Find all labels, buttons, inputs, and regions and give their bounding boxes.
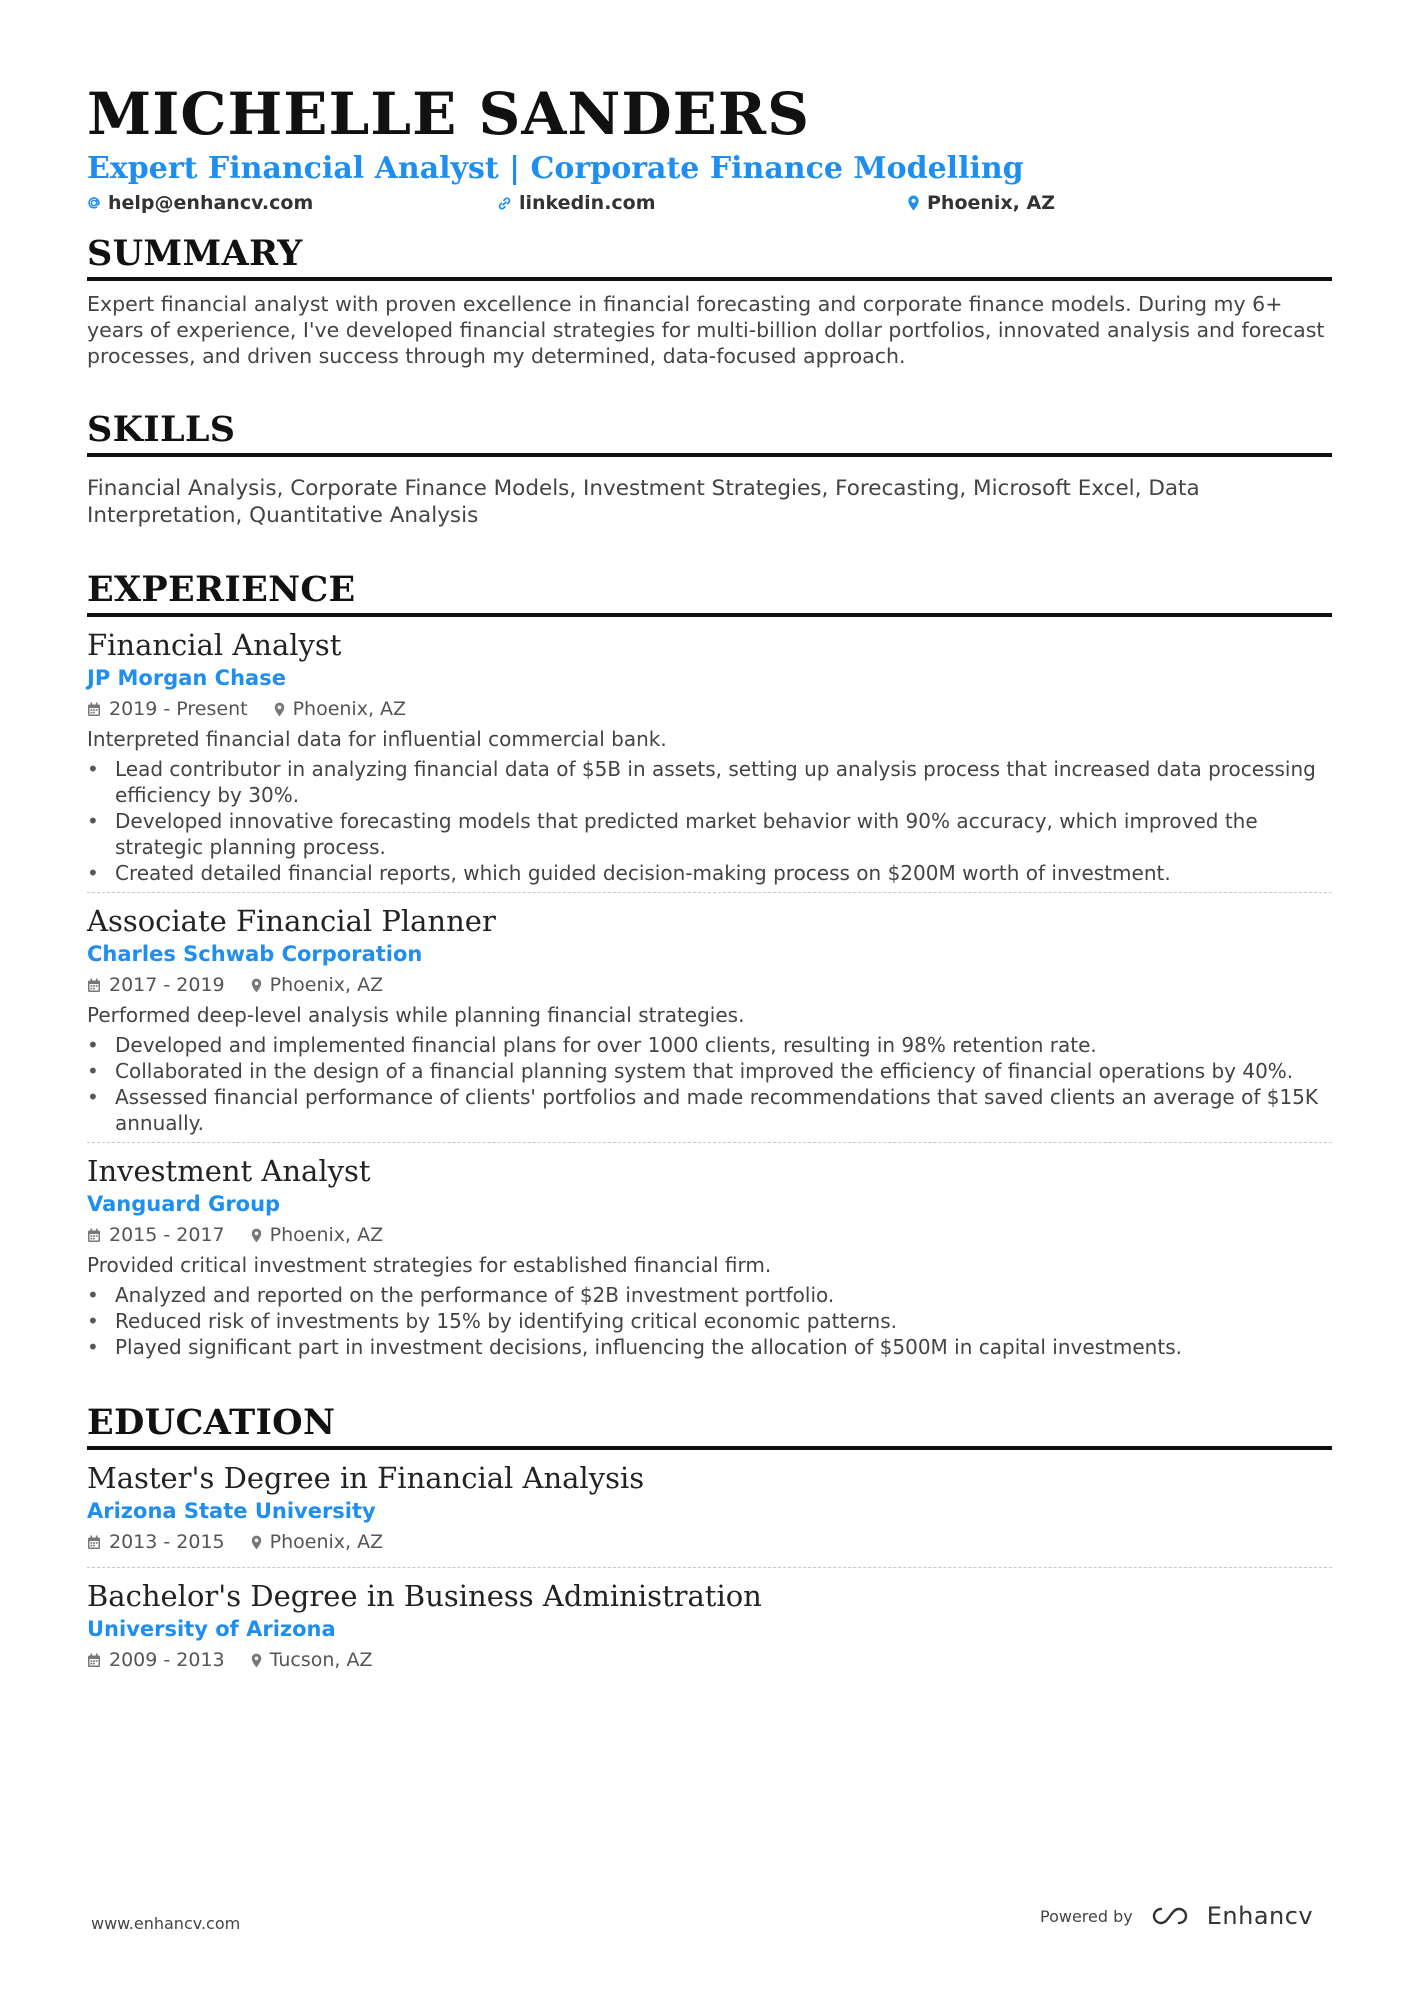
- degree-title: Bachelor's Degree in Business Administration: [87, 1579, 762, 1613]
- contact-location: [907, 192, 1055, 214]
- degree-title: Master's Degree in Financial Analysis: [87, 1461, 645, 1495]
- job-location-text: Phoenix, AZ: [269, 1224, 384, 1246]
- footer-website[interactable]: www.enhancv.com: [91, 1914, 241, 1933]
- brand-name: Enhancv: [1206, 1902, 1314, 1930]
- linkedin-text: linkedin.com: [519, 192, 656, 214]
- experience-entry: [87, 893, 1332, 1143]
- map-pin-icon: [251, 1535, 262, 1550]
- contact-row: [87, 190, 1332, 220]
- map-pin-icon: [274, 702, 285, 717]
- job-location-text: Phoenix, AZ: [269, 974, 384, 996]
- job-dates: [87, 1220, 225, 1250]
- summary-section: [87, 233, 1332, 369]
- calendar-icon: [87, 1653, 101, 1668]
- skills-text: Financial Analysis, Corporate Finance Models, Investment Strategies, Forecasting, Microsoft Excel, Data Interpretation, Quantitative Analysis: [87, 476, 1200, 528]
- experience-entry: [87, 617, 1332, 893]
- job-meta: [87, 1220, 1332, 1250]
- summary-text: Expert financial analyst with proven excellence in financial forecasting and corporate finance models. During my 6+ years of experience, I've developed financial strategies for multi-billion dollar portfolios, innovated analysis and forecast processes, and driven success through my determined, data-focused approach.: [87, 292, 1325, 368]
- candidate-name: MICHELLE SANDERS: [87, 80, 810, 148]
- education-dates-text: 2009 - 2013: [109, 1649, 225, 1671]
- job-description: Performed deep-level analysis while planning financial strategies.: [87, 1003, 745, 1027]
- map-pin-icon: [251, 1653, 262, 1668]
- job-dates: [87, 694, 248, 724]
- achievement-list: [87, 1032, 1332, 1136]
- job-meta: [87, 694, 1332, 724]
- school-name: Arizona State University: [87, 1499, 376, 1523]
- calendar-icon: [87, 1535, 101, 1550]
- contact-email[interactable]: [87, 192, 313, 214]
- education-location: [251, 1645, 373, 1675]
- achievement-item: • Played significant part in investment decisions, influencing the allocation of $500M in capital investments.: [87, 1334, 1332, 1360]
- resume-header: [87, 80, 1332, 220]
- job-description: Interpreted financial data for influential commercial bank.: [87, 727, 667, 751]
- job-title: Financial Analyst: [87, 628, 342, 662]
- company-name: JP Morgan Chase: [87, 666, 286, 690]
- map-pin-icon: [907, 195, 920, 211]
- company-name: Charles Schwab Corporation: [87, 942, 423, 966]
- achievement-list: [87, 756, 1332, 886]
- calendar-icon: [87, 702, 101, 717]
- achievement-item: • Analyzed and reported on the performance of $2B investment portfolio.: [87, 1282, 1332, 1308]
- section-title-summary: SUMMARY: [87, 233, 1332, 281]
- achievement-item: • Assessed financial performance of clients' portfolios and made recommendations that saved clients an average of $15K annually.: [87, 1084, 1332, 1136]
- achievement-item: • Developed and implemented financial plans for over 1000 clients, resulting in 98% retention rate.: [87, 1032, 1332, 1058]
- at-sign-icon: [87, 196, 101, 210]
- education-meta: [87, 1527, 1332, 1557]
- achievement-item: • Developed innovative forecasting models that predicted market behavior with 90% accuracy, which improved the strategic planning process.: [87, 808, 1332, 860]
- job-location: [274, 694, 406, 724]
- education-dates: [87, 1527, 225, 1557]
- resume-page: [87, 80, 1332, 1681]
- job-dates-text: 2015 - 2017: [109, 1224, 225, 1246]
- link-icon: [497, 196, 512, 211]
- job-location-text: Phoenix, AZ: [292, 698, 407, 720]
- experience-entry: [87, 1143, 1332, 1366]
- section-title-education: EDUCATION: [87, 1402, 1332, 1450]
- email-text: help@enhancv.com: [108, 192, 314, 214]
- job-title: Investment Analyst: [87, 1154, 371, 1188]
- school-name: University of Arizona: [87, 1617, 336, 1641]
- footer-branding: [1040, 1902, 1313, 1930]
- location-text: Phoenix, AZ: [927, 192, 1055, 214]
- section-title-experience: EXPERIENCE: [87, 569, 1332, 617]
- powered-by-label: Powered by: [1040, 1906, 1133, 1926]
- achievement-item: • Collaborated in the design of a financial planning system that improved the efficiency of financial operations by 40%.: [87, 1058, 1332, 1084]
- education-location: [251, 1527, 383, 1557]
- education-location-text: Phoenix, AZ: [269, 1531, 384, 1553]
- calendar-icon: [87, 1228, 101, 1243]
- company-name: Vanguard Group: [87, 1192, 281, 1216]
- achievement-item: • Reduced risk of investments by 15% by identifying critical economic patterns.: [87, 1308, 1332, 1334]
- experience-section: [87, 569, 1332, 1366]
- job-dates-text: 2017 - 2019: [109, 974, 225, 996]
- section-title-skills: SKILLS: [87, 409, 1332, 457]
- education-section: [87, 1402, 1332, 1681]
- education-entry: [87, 1568, 1332, 1681]
- achievement-item: • Created detailed financial reports, which guided decision-making process on $200M worth of investment.: [87, 860, 1332, 886]
- calendar-icon: [87, 978, 101, 993]
- education-dates: [87, 1645, 225, 1675]
- map-pin-icon: [251, 978, 262, 993]
- candidate-headline: Expert Financial Analyst | Corporate Finance Modelling: [87, 151, 1024, 186]
- education-meta: [87, 1645, 1332, 1675]
- education-entry: [87, 1450, 1332, 1568]
- contact-linkedin[interactable]: [497, 192, 656, 214]
- job-meta: [87, 970, 1332, 1000]
- job-location: [251, 1220, 383, 1250]
- job-dates-text: 2019 - Present: [109, 698, 248, 720]
- job-dates: [87, 970, 225, 1000]
- job-location: [251, 970, 383, 1000]
- map-pin-icon: [251, 1228, 262, 1243]
- education-dates-text: 2013 - 2015: [109, 1531, 225, 1553]
- achievement-item: • Lead contributor in analyzing financial data of $5B in assets, setting up analysis process that increased data processing efficiency by 30%.: [87, 756, 1332, 808]
- job-description: Provided critical investment strategies for established financial firm.: [87, 1253, 772, 1277]
- skills-section: [87, 409, 1332, 529]
- achievement-list: [87, 1282, 1332, 1360]
- enhancv-logo-icon: [1147, 1904, 1193, 1928]
- education-location-text: Tucson, AZ: [269, 1649, 373, 1671]
- job-title: Associate Financial Planner: [87, 904, 496, 938]
